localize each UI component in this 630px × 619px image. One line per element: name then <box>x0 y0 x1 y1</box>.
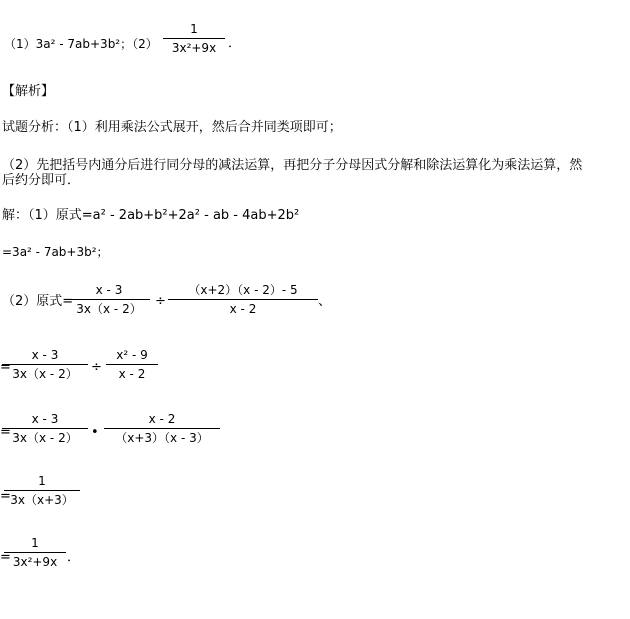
fraction-bar <box>106 364 158 365</box>
step1-fraction-a-numerator: x - 3 <box>95 283 123 297</box>
fraction-bar <box>163 38 225 39</box>
step2-fraction-b <box>106 348 158 381</box>
step2-equals: = <box>0 360 11 375</box>
fraction-bar <box>68 299 150 300</box>
answer-end-period: ． <box>228 36 242 51</box>
step1-fraction-a-denominator: 3x（x - 2） <box>76 302 142 316</box>
step1-fraction-b <box>168 283 318 316</box>
step4-fraction-denominator: 3x（x+3） <box>10 493 74 507</box>
step3-fraction-b-numerator: x - 2 <box>148 412 176 426</box>
step4-equals: = <box>0 489 11 504</box>
step2-fraction-a-denominator: 3x（x - 2） <box>12 367 78 381</box>
division-sign: ÷ <box>155 294 166 309</box>
step4-fraction-numerator: 1 <box>38 474 46 488</box>
step2-fraction-a <box>2 348 88 381</box>
step3-equals: = <box>0 425 11 440</box>
fraction-bar <box>168 299 318 300</box>
step5-equals: = <box>0 550 11 565</box>
comma-mark: 、 <box>318 294 332 309</box>
answer-fraction <box>163 22 225 55</box>
step5-fraction-numerator: 1 <box>31 536 39 550</box>
step3-fraction-a <box>2 412 88 445</box>
step5-fraction-denominator: 3x²+9x <box>12 555 58 569</box>
step5-fraction <box>4 536 66 569</box>
fraction-bar <box>104 428 220 429</box>
analysis-line-2: （2）先把括号内通分后进行同分母的减法运算，再把分子分母因式分解和除法运算化为乘法运算，然 <box>2 158 583 173</box>
answer-part1: （1）3a² - 7ab+3b²；（2） <box>4 37 158 51</box>
step3-fraction-b-denominator: （x+3）（x - 3） <box>115 431 209 445</box>
solution-line-1: 解：（1）原式=a² - 2ab+b²+2a² - ab - 4ab+2b² <box>2 208 300 223</box>
step3-fraction-a-denominator: 3x（x - 2） <box>12 431 78 445</box>
solution-line-2: =3a² - 7ab+3b²； <box>2 245 109 259</box>
fraction-bar <box>2 364 88 365</box>
step1-fraction-b-numerator: （x+2）（x - 2）- 5 <box>188 283 298 297</box>
analysis-line-3: 后约分即可． <box>2 173 81 188</box>
fraction-bar <box>4 490 80 491</box>
answer-fraction-numerator: 1 <box>190 22 198 36</box>
step1-fraction-b-denominator: x - 2 <box>229 302 257 316</box>
step2-fraction-b-numerator: x² - 9 <box>116 348 148 362</box>
step3-fraction-a-numerator: x - 3 <box>31 412 59 426</box>
step5-end-period: ． <box>67 550 81 565</box>
fraction-bar <box>4 552 66 553</box>
step3-fraction-b <box>104 412 220 445</box>
analysis-header: 【解析】 <box>2 84 55 99</box>
fraction-bar <box>2 428 88 429</box>
analysis-line-1: 试题分析：（1）利用乘法公式展开，然后合并同类项即可； <box>2 120 342 135</box>
step2-fraction-a-numerator: x - 3 <box>31 348 59 362</box>
answer-fraction-denominator: 3x²+9x <box>171 41 217 55</box>
division-sign: ÷ <box>91 360 102 375</box>
step1-fraction-a <box>68 283 150 316</box>
step2-fraction-b-denominator: x - 2 <box>118 367 146 381</box>
step4-fraction <box>4 474 80 507</box>
multiplication-dot: • <box>91 425 99 440</box>
solution-part2-label: （2）原式= <box>2 294 74 309</box>
